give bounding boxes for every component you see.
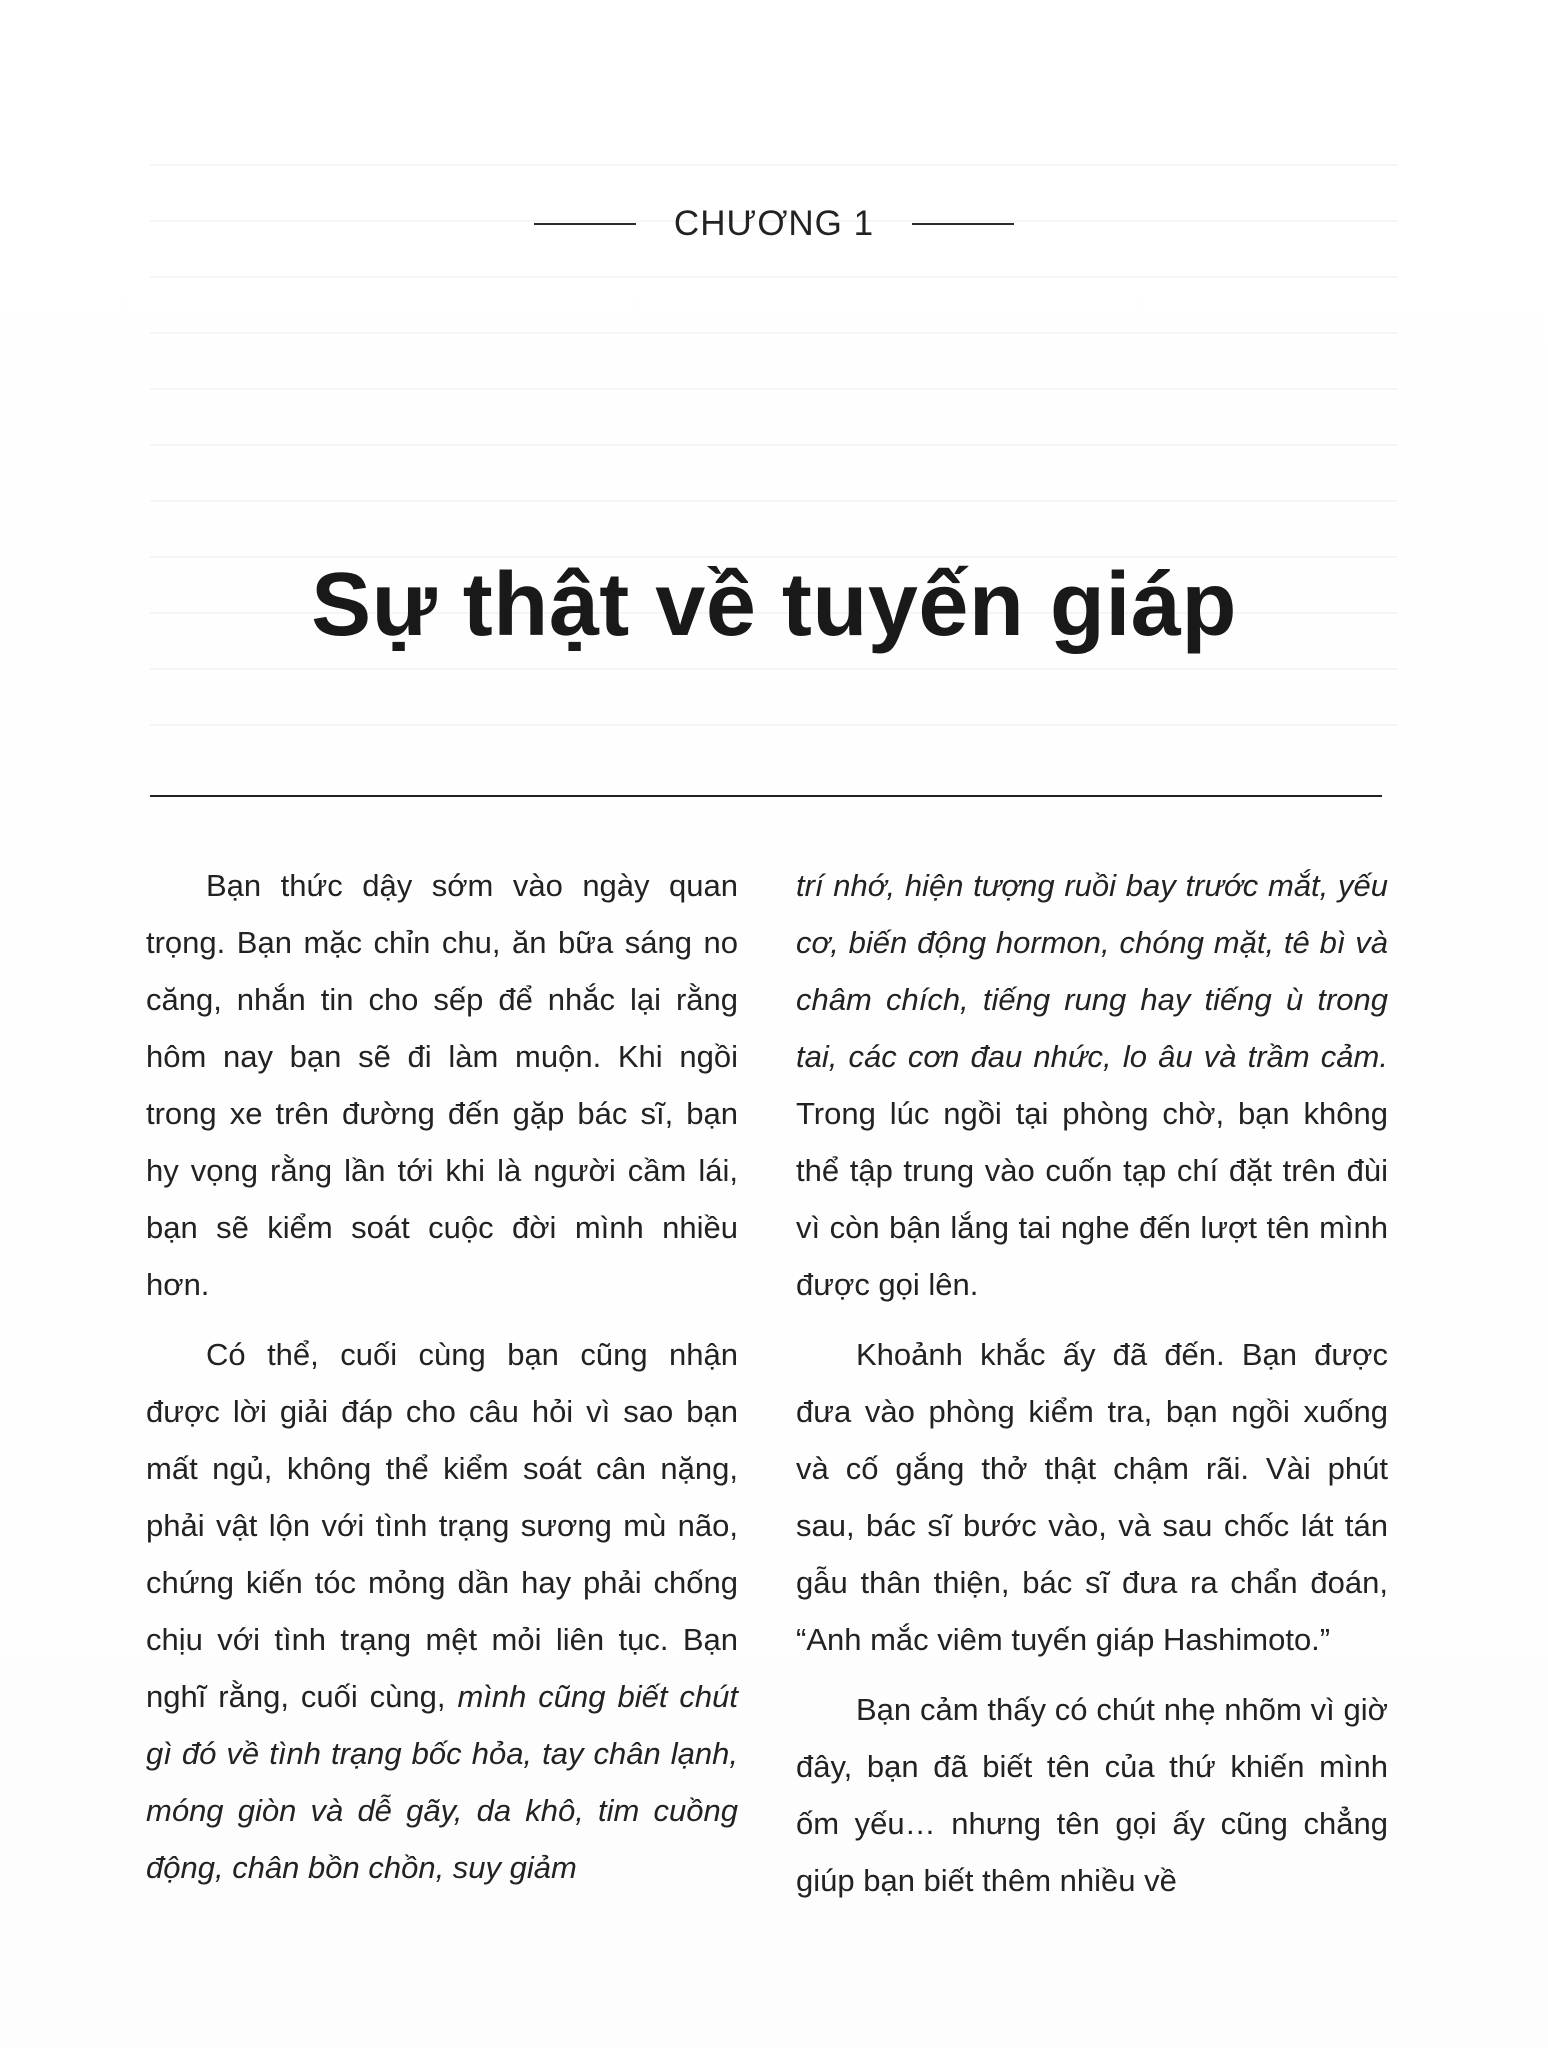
chapter-title: Sự thật về tuyến giáp bbox=[311, 555, 1237, 656]
left-paragraph-2 bbox=[146, 1326, 738, 1896]
chapter-heading bbox=[0, 206, 1548, 241]
left-paragraph-2-italic: mình cũng biết chút gì đó về tình trạng bốc hỏa, tay chân lạnh, móng giòn và dễ gãy, da khô, tim cuồng động, chân bồn chồn, suy giảm bbox=[146, 1679, 738, 1885]
left-heading-rule bbox=[534, 223, 636, 225]
right-paragraph-3: Bạn cảm thấy có chút nhẹ nhõm vì giờ đây, bạn đã biết tên của thứ khiến mình ốm yếu… nhưng tên gọi ấy cũng chẳng giúp bạn biết thêm nhiều về bbox=[796, 1692, 1388, 1898]
right-text-column bbox=[796, 857, 1388, 1922]
chapter-label: CHƯƠNG 1 bbox=[673, 204, 875, 243]
right-paragraph-1-regular: Trong lúc ngồi tại phòng chờ, bạn không thể tập trung vào cuốn tạp chí đặt trên đùi vì còn bận lắng tai nghe đến lượt tên mình được gọi lên. bbox=[796, 1096, 1388, 1302]
body-text-columns bbox=[146, 857, 1388, 1922]
right-heading-rule bbox=[912, 223, 1014, 225]
title-divider bbox=[150, 795, 1382, 797]
left-paragraph-1: Bạn thức dậy sớm vào ngày quan trọng. Bạn mặc chỉn chu, ăn bữa sáng no căng, nhắn tin cho sếp để nhắc lại rằng hôm nay bạn sẽ đi làm muộn. Khi ngồi trong xe trên đường đến gặp bác sĩ, bạn hy vọng rằng lần tới khi là người cầm lái, bạn sẽ kiểm soát cuộc đời mình nhiều hơn. bbox=[146, 868, 738, 1302]
left-paragraph-2-regular: Có thể, cuối cùng bạn cũng nhận được lời giải đáp cho câu hỏi vì sao bạn mất ngủ, không thể kiểm soát cân nặng, phải vật lộn với tình trạng sương mù não, chứng kiến tóc mỏng dần hay phải chống chịu với tình trạng mệt mỏi liên tục. Bạn nghĩ rằng, cuối cùng, bbox=[146, 1337, 738, 1714]
right-paragraph-2: Khoảnh khắc ấy đã đến. Bạn được đưa vào phòng kiểm tra, bạn ngồi xuống và cố gắng thở thật chậm rãi. Vài phút sau, bác sĩ bước vào, và sau chốc lát tán gẫu thân thiện, bác sĩ đưa ra chẩn đoán, “Anh mắc viêm tuyến giáp Hashimoto.” bbox=[796, 1337, 1388, 1657]
right-paragraph-1 bbox=[796, 857, 1388, 1313]
right-paragraph-1-italic: trí nhớ, hiện tượng ruồi bay trước mắt, yếu cơ, biến động hormon, chóng mặt, tê bì và châm chích, tiếng rung hay tiếng ù trong tai, các cơn đau nhức, lo âu và trầm cảm. bbox=[796, 868, 1388, 1074]
left-text-column bbox=[146, 857, 738, 1922]
